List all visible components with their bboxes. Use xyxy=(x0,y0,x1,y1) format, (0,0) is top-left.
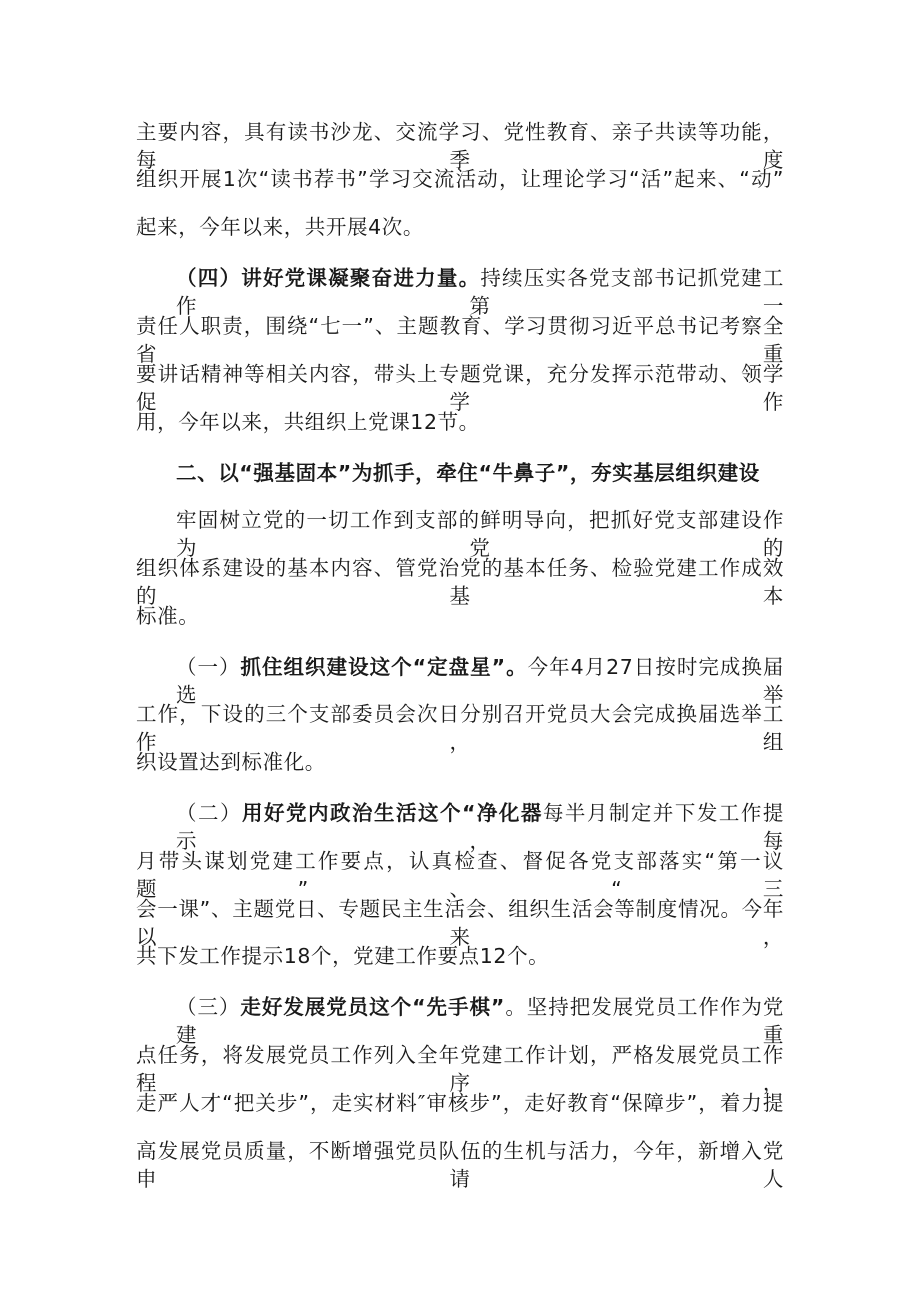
text-segment: 每半月制定并下发工作提示，每 xyxy=(176,801,785,853)
text-segment: 高发展党员质量，不断增强党员队伍的生机与活力，今年，新增入党申请人 xyxy=(136,1139,784,1191)
subsection-heading-4: （四）讲好党课凝聚奋进力量。 xyxy=(176,266,481,290)
section-heading-2 xyxy=(176,459,760,487)
body-text-line xyxy=(136,408,480,436)
text-segment: 。坚持把发展党员工作作为党建重 xyxy=(176,995,784,1047)
text-segment: 点任务，将发展党员工作列入全年党建工作计划，严格发展党员工作程序， xyxy=(136,1043,784,1095)
body-text-line xyxy=(136,1089,784,1117)
body-text-line xyxy=(136,602,199,630)
body-text-line xyxy=(136,847,784,901)
subsection-heading-line xyxy=(176,799,785,853)
body-text-line xyxy=(136,312,784,366)
subsection-heading-line xyxy=(176,993,784,1047)
text-segment: 二、以“强基固本”为抓手，牵住“牛鼻子”，夯实基层组织建设 xyxy=(176,461,760,485)
body-text-line xyxy=(136,942,549,970)
body-text-line xyxy=(136,360,784,414)
text-segment: 用，今年以来，共组织上党课12节。 xyxy=(136,410,480,434)
text-segment: 起来，今年以来，共开展4次。 xyxy=(136,215,424,239)
text-segment: 工作，下设的三个支部委员会次日分别召开党员大会完成换届选举工作，组 xyxy=(136,702,784,754)
text-segment: 会一课”、主题党日、专题民主生活会、组织生活会等制度情况。今年以来， xyxy=(136,897,784,949)
subsection-heading-line xyxy=(176,264,784,318)
text-segment: 组织体系建设的基本内容、管党治党的基本任务、检验党建工作成效的基本 xyxy=(136,556,784,608)
text-segment: 主要内容，具有读书沙龙、交流学习、党性教育、亲子共读等功能，每季度 xyxy=(136,120,784,172)
body-text-line xyxy=(136,895,784,949)
subsection-heading-1: 抓住组织建设这个“定盘星”。 xyxy=(240,655,528,679)
text-segment: 标准。 xyxy=(136,604,200,628)
subsection-heading-2: 用好党内政治生活这个“净化器 xyxy=(242,801,543,825)
subsection-heading-line xyxy=(176,653,784,707)
body-text-line xyxy=(136,554,784,608)
text-segment: 牢固树立党的一切工作到支部的鲜明导向，把抓好党支部建设作为党的 xyxy=(176,508,784,560)
text-segment: 持续压实各党支部书记抓党建工作第一 xyxy=(176,266,784,318)
body-text-line xyxy=(136,1041,784,1095)
text-segment: 要讲话精神等相关内容，带头上专题党课，充分发挥示范带动、领学促学作 xyxy=(136,362,784,414)
text-segment: 组织开展1次“读书荐书”学习交流活动，让理论学习“活”起来、“动” xyxy=(136,167,784,191)
body-text-line xyxy=(136,118,784,172)
subsection-heading-3: 走好发展党员这个“先手棋” xyxy=(240,995,505,1019)
text-segment: 月带头谋划党建工作要点，认真检查、督促各党支部落实“第一议题”、“三 xyxy=(136,849,784,901)
text-segment: 今年4月27日按时完成换届选举 xyxy=(176,655,784,707)
text-segment: （三） xyxy=(176,995,241,1019)
text-segment: （一） xyxy=(176,655,241,679)
text-segment: 织设置达到标准化。 xyxy=(136,750,326,774)
body-text-line xyxy=(136,1137,784,1191)
body-text-line xyxy=(136,700,784,754)
body-text-line xyxy=(176,506,784,560)
text-segment: 责任人职责，围绕“七一”、主题教育、学习贯彻习近平总书记考察全省重 xyxy=(136,314,784,366)
text-segment: 共下发工作提示18个，党建工作要点12个。 xyxy=(136,944,550,968)
text-segment: 走严人才“把关步”，走实材料″审核步”，走好教育“保障步”，着力提 xyxy=(136,1091,784,1115)
body-text-line xyxy=(136,165,784,193)
body-text-line xyxy=(136,748,326,776)
body-text-line xyxy=(136,213,424,241)
text-segment: （二） xyxy=(176,801,242,825)
